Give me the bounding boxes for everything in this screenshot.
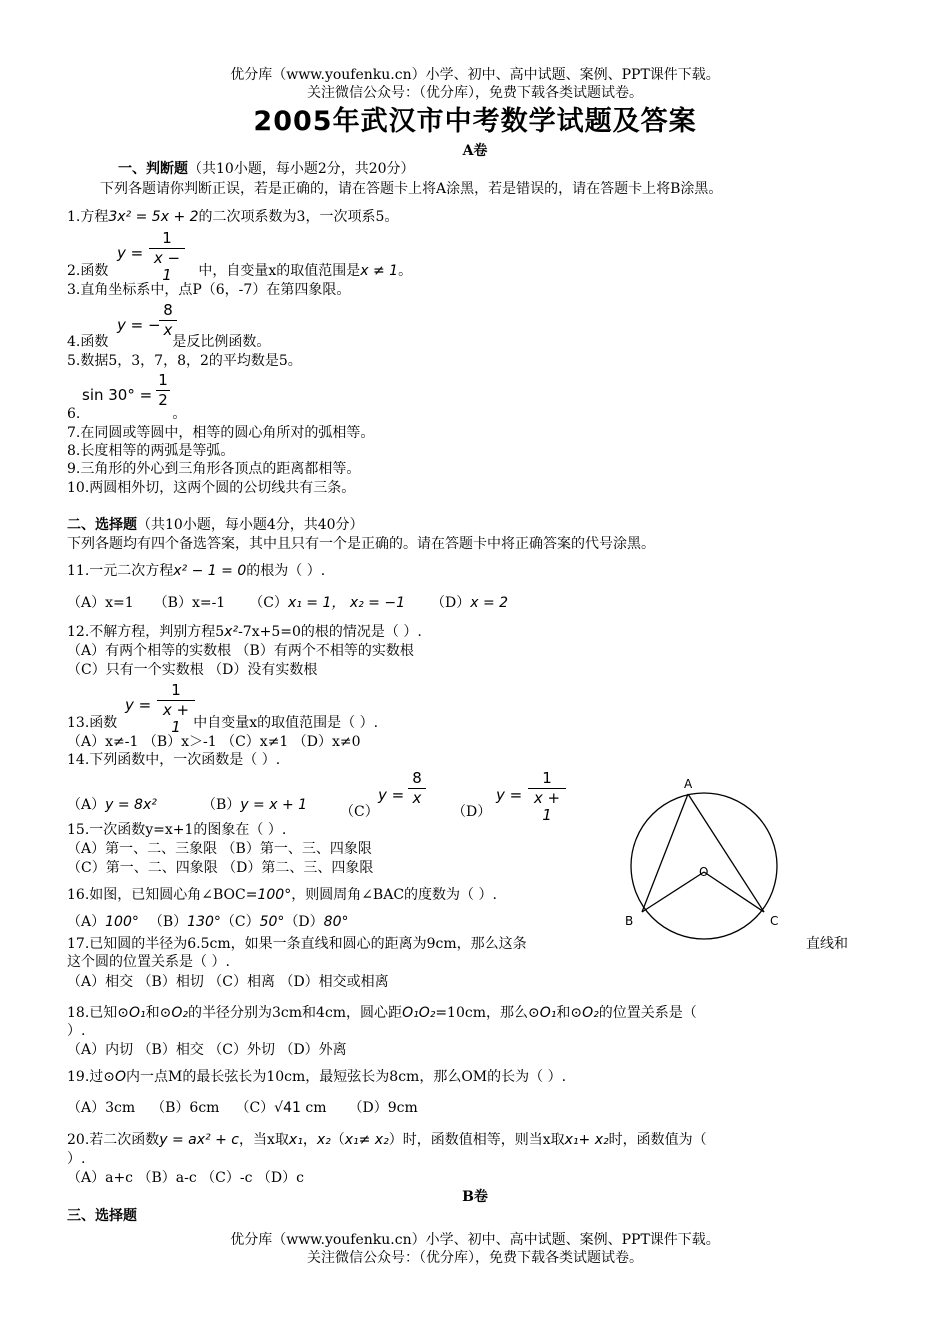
point-o-label: O: [699, 865, 709, 879]
q15-options-line-1: （A）第一、二、三象限 （B）第一、三、四象限: [67, 841, 372, 857]
q20-prefix: 20.若二次函数: [67, 1132, 160, 1148]
footer-line-1: 优分库（www.youfenku.cn）小学、初中、高中试题、案例、PPT课件下载。: [230, 1232, 720, 1248]
q18-and-2: 和⊙: [556, 1005, 583, 1021]
q16-option-b: 130°: [187, 914, 221, 930]
q18-o2-b: O₂: [582, 1005, 599, 1021]
q18-o2: O₂: [171, 1005, 189, 1021]
q14-d-denominator: x + 1: [533, 789, 561, 824]
section3-heading: 三、选择题: [67, 1208, 137, 1224]
q19-option-c-label: （C）: [235, 1100, 275, 1116]
section1-instruction: 下列各题请你判断正误，若是正确的，请在答题卡上将A涂黑，若是错误的，请在答题卡上将B涂黑。: [100, 181, 723, 197]
question-20: [67, 1131, 707, 1149]
q20-line-2: ）.: [67, 1151, 86, 1167]
q11-option-d-label: （D）: [431, 595, 471, 611]
q12-options-line-1: （A）有两个相等的实数根 （B）有两个不相等的实数根: [67, 643, 414, 659]
question-4: [67, 333, 270, 351]
q13-fraction-lhs: y =: [125, 696, 152, 714]
q11-prefix: 11.一元二次方程: [67, 563, 174, 579]
q1-suffix: 的二次项系数为3，一次项系5。: [198, 209, 399, 225]
question-14: 14.下列函数中，一次函数是（ ）.: [67, 752, 281, 768]
q11-option-d: x = 2: [470, 595, 509, 611]
q16-option-a-label: （A）: [67, 914, 106, 930]
question-12: [67, 623, 422, 641]
q16-option-c-label: （C）: [220, 914, 260, 930]
question-2: [67, 262, 412, 280]
section2-heading-note: （共10小题，每小题4分，共40分）: [137, 517, 364, 533]
question-11: [67, 562, 325, 580]
q19-option-b: （B）6cm: [151, 1100, 220, 1116]
question-19: [67, 1068, 566, 1086]
q12-options-line-2: （C）只有一个实数根 （D）没有实数根: [67, 662, 318, 678]
point-a-label: A: [684, 777, 693, 791]
q16-option-b-label: （B）: [148, 914, 188, 930]
q1-prefix: 1.方程: [67, 209, 109, 225]
q6-numerator: 1: [158, 371, 168, 389]
q18-options: （A）内切 （B）相交 （C）外切 （D）外离: [67, 1042, 347, 1058]
question-18: [67, 1004, 697, 1022]
q17-line-2: 这个圆的位置关系是（ ）.: [67, 954, 230, 970]
segment-ab: [642, 794, 688, 912]
page-title: 2005年武汉市中考数学试题及答案: [253, 106, 697, 137]
q19-option-c: √41: [274, 1100, 301, 1116]
q1-equation: 3x² = 5x + 2: [108, 209, 199, 225]
q14-option-c-lhs: y =: [378, 786, 405, 804]
q2-prefix: 2.函数: [67, 263, 109, 279]
q13-options: （A）x≠-1 （B）x＞-1 （C）x≠1 （D）x≠0: [67, 734, 361, 750]
q11-option-c: x₁ = 1， x₂ = −1: [287, 595, 405, 611]
q16-options: [67, 913, 349, 931]
q2-condition: x ≠ 1: [360, 263, 399, 279]
q11-suffix: 的根为（ ）.: [246, 563, 326, 579]
question-17-tail: 直线和: [806, 936, 848, 952]
q20-neq: x₁≠ x₂: [344, 1132, 389, 1148]
q11-option-a: （A）x=1: [67, 595, 134, 611]
q14-option-d-label: （D）: [452, 804, 492, 820]
q19-option-d: （D）9cm: [348, 1100, 418, 1116]
q19-option-a: （A）3cm: [67, 1100, 136, 1116]
q18-o1: O₁: [129, 1005, 146, 1021]
q14-option-c-label: （C）: [340, 804, 379, 820]
header-line-1: 优分库（www.youfenku.cn）小学、初中、高中试题、案例、PPT课件下载。: [230, 67, 720, 83]
q14-option-b-eq: y = x + 1: [240, 797, 308, 813]
q20-suffix: 时，函数值为（: [608, 1132, 707, 1148]
q11-equation: x² − 1 = 0: [173, 563, 247, 579]
q13-suffix: 中自变量x的取值范围是（ ）.: [193, 715, 379, 731]
volume-b-label: B卷: [462, 1189, 488, 1205]
q14-c-numerator: 8: [412, 769, 422, 787]
q6-prefix: 6.: [67, 406, 81, 422]
question-3: 3.直角坐标系中，点P（6，-7）在第四象限。: [67, 282, 351, 298]
q2-denominator: x − 1: [153, 249, 181, 284]
q20-x2: x₂: [316, 1132, 331, 1148]
q4-denominator: x: [163, 321, 173, 339]
question-7: 7.在同圆或等圆中，相等的圆心角所对的弧相等。: [67, 425, 375, 441]
q12-square: x²: [224, 624, 239, 640]
q16-option-c: 50°: [259, 914, 285, 930]
q2-numerator: 1: [162, 229, 172, 247]
q18-o1o2: O₁O₂: [402, 1005, 436, 1021]
question-1: [67, 208, 398, 226]
q4-fraction-lhs: y = −: [117, 316, 161, 334]
header-line-2: 关注微信公众号：（优分库），免费下载各类试题试卷。: [307, 85, 643, 101]
q14-d-numerator: 1: [542, 769, 552, 787]
point-c-label: C: [770, 914, 779, 928]
q16-option-a: 100°: [105, 914, 139, 930]
q19-suffix: 内一点M的最长弦长为10cm，最短弦长为8cm，那么OM的长为（ ）.: [126, 1069, 567, 1085]
q6-suffix: 。: [172, 406, 187, 422]
q16-suffix: ，则圆周角∠BAC的度数为（ ）.: [291, 887, 497, 903]
q14-option-d-fraction: [528, 770, 566, 824]
q11-option-b: （B）x=-1: [153, 595, 226, 611]
question-10: 10.两圆相外切，这两个圆的公切线共有三条。: [67, 480, 356, 496]
q18-o1-b: O₁: [539, 1005, 557, 1021]
q14-option-d-lhs: y =: [496, 786, 523, 804]
q4-numerator: 8: [163, 301, 173, 319]
footer-line-2: 关注微信公众号：（优分库），免费下载各类试题试卷。: [307, 1250, 643, 1266]
q12-prefix: 12.不解方程，判别方程5: [67, 624, 225, 640]
question-17: 17.已知圆的半径为6.5cm，如果一条直线和圆心的距离为9cm，那么这条: [67, 936, 527, 952]
q14-option-a: [67, 796, 157, 814]
q20-middle-2: ）时，函数值相等，则当x取: [388, 1132, 565, 1148]
q20-sum: x₁+ x₂: [564, 1132, 609, 1148]
section1-heading-note: （共10小题，每小题2分，共20分）: [188, 161, 415, 177]
q12-suffix: -7x+5=0的根的情况是（ ）.: [238, 624, 422, 640]
q13-prefix: 13.函数: [67, 715, 118, 731]
q14-option-a-label: （A）: [67, 797, 106, 813]
q16-angle: 100°: [257, 887, 292, 903]
q13-numerator: 1: [171, 681, 181, 699]
q19-prefix: 19.过⊙: [67, 1069, 115, 1085]
question-13: [67, 714, 378, 732]
segment-ob: [642, 872, 704, 912]
q2-fraction-lhs: y =: [117, 244, 144, 262]
q6-fraction: [156, 372, 170, 409]
q4-suffix: 是反比例函数。: [172, 334, 271, 350]
question-15: 15.一次函数y=x+1的图象在（ ）.: [67, 822, 287, 838]
q14-c-denominator: x: [412, 789, 422, 807]
q20-paren: （: [330, 1132, 345, 1148]
q20-middle: ，当x取: [239, 1132, 289, 1148]
q17-options: （A）相交 （B）相切 （C）相离 （D）相交或相离: [67, 974, 389, 990]
section1-heading-title: 一、判断题: [118, 161, 188, 177]
question-8: 8.长度相等的两弧是等弧。: [67, 443, 235, 459]
q2-middle: 中，自变量x的取值范围是: [198, 263, 361, 279]
q14-option-b: [202, 796, 307, 814]
q16-prefix: 16.如图，已知圆心角∠BOC=: [67, 887, 258, 903]
q19-options: [67, 1099, 418, 1117]
q16-option-d: 80°: [323, 914, 349, 930]
q20-options: （A）a+c （B）a-c （C）-c （D）c: [67, 1170, 304, 1186]
q18-and: 和⊙: [145, 1005, 172, 1021]
q18-line-2: ）.: [67, 1023, 86, 1039]
q20-comma: ，: [302, 1132, 317, 1148]
q11-option-c-label: （C）: [249, 595, 288, 611]
q2-suffix: 。: [398, 263, 413, 279]
circle-figure: [612, 772, 802, 954]
q14-option-a-eq: y = 8x²: [105, 797, 157, 813]
q20-x1: x₁: [288, 1132, 303, 1148]
section2-heading-title: 二、选择题: [67, 517, 137, 533]
question-9: 9.三角形的外心到三角形各顶点的距离都相等。: [67, 461, 361, 477]
q18-middle: 的半径分别为3cm和4cm，圆心距: [188, 1005, 403, 1021]
question-16: [67, 886, 497, 904]
q19-o: O: [115, 1069, 127, 1085]
q4-prefix: 4.函数: [67, 334, 109, 350]
segment-oc: [704, 872, 764, 912]
question-5: 5.数据5，3，7，8，2的平均数是5。: [67, 353, 302, 369]
q15-options-line-2: （C）第一、二、四象限 （D）第二、三、四象限: [67, 860, 374, 876]
section2-instruction: 下列各题均有四个备选答案，其中且只有一个是正确的。请在答题卡中将正确答案的代号涂黑。: [67, 536, 655, 552]
section2-heading: [67, 516, 364, 534]
q18-prefix: 18.已知⊙: [67, 1005, 129, 1021]
q13-denominator: x + 1: [162, 701, 190, 736]
q6-fraction-lhs: sin 30° =: [82, 386, 153, 404]
volume-a-label: A卷: [462, 143, 488, 159]
q18-middle-2: =10cm，那么⊙: [435, 1005, 540, 1021]
q14-option-b-label: （B）: [202, 797, 241, 813]
q6-denominator: 2: [158, 391, 168, 409]
q19-option-c-unit: cm: [300, 1100, 327, 1116]
point-b-label: B: [625, 914, 634, 928]
q16-option-d-label: （D）: [284, 914, 324, 930]
q20-equation: y = ax² + c: [159, 1132, 239, 1148]
q11-options: [67, 594, 508, 612]
section1-heading: [118, 160, 415, 178]
q18-suffix: 的位置关系是（: [598, 1005, 697, 1021]
question-6: [67, 405, 186, 423]
q14-option-c-fraction: [408, 770, 426, 807]
